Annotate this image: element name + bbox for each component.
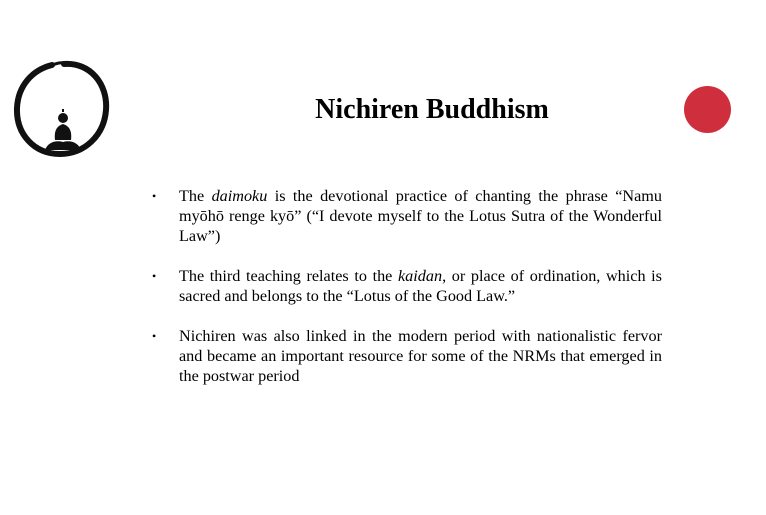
bullet-list (152, 186, 662, 406)
bullet-dot-icon: • (152, 269, 157, 283)
bullet-item (152, 326, 662, 386)
bullet-text: Nichiren was also linked in the modern period with nationalistic fervor and became an important resource for some of the NRMs that emerged in the postwar period (179, 327, 662, 385)
bullet-italic-term: daimoku (211, 187, 268, 205)
bullet-text: The (179, 187, 212, 205)
bullet-text: is the devotional practice of chanting the phrase “Namu myōhō renge kyō” (“I devote myself to the Lotus Sutra of the Wonderful Law”) (179, 187, 662, 245)
bullet-dot-icon: • (152, 329, 157, 343)
bullet-item (152, 186, 662, 246)
bullet-dot-icon: • (152, 189, 157, 203)
slide-title: Nichiren Buddhism (315, 94, 549, 125)
bullet-italic-term: kaidan (398, 267, 443, 285)
enso-meditating-buddha-icon (12, 58, 112, 160)
bullet-text: , or place of ordination, which is sacred and belongs to the “Lotus of the Good Law.” (179, 267, 662, 305)
red-circle-decoration (684, 86, 731, 133)
bullet-text: The third teaching relates to the (179, 267, 398, 285)
bullet-item (152, 266, 662, 306)
